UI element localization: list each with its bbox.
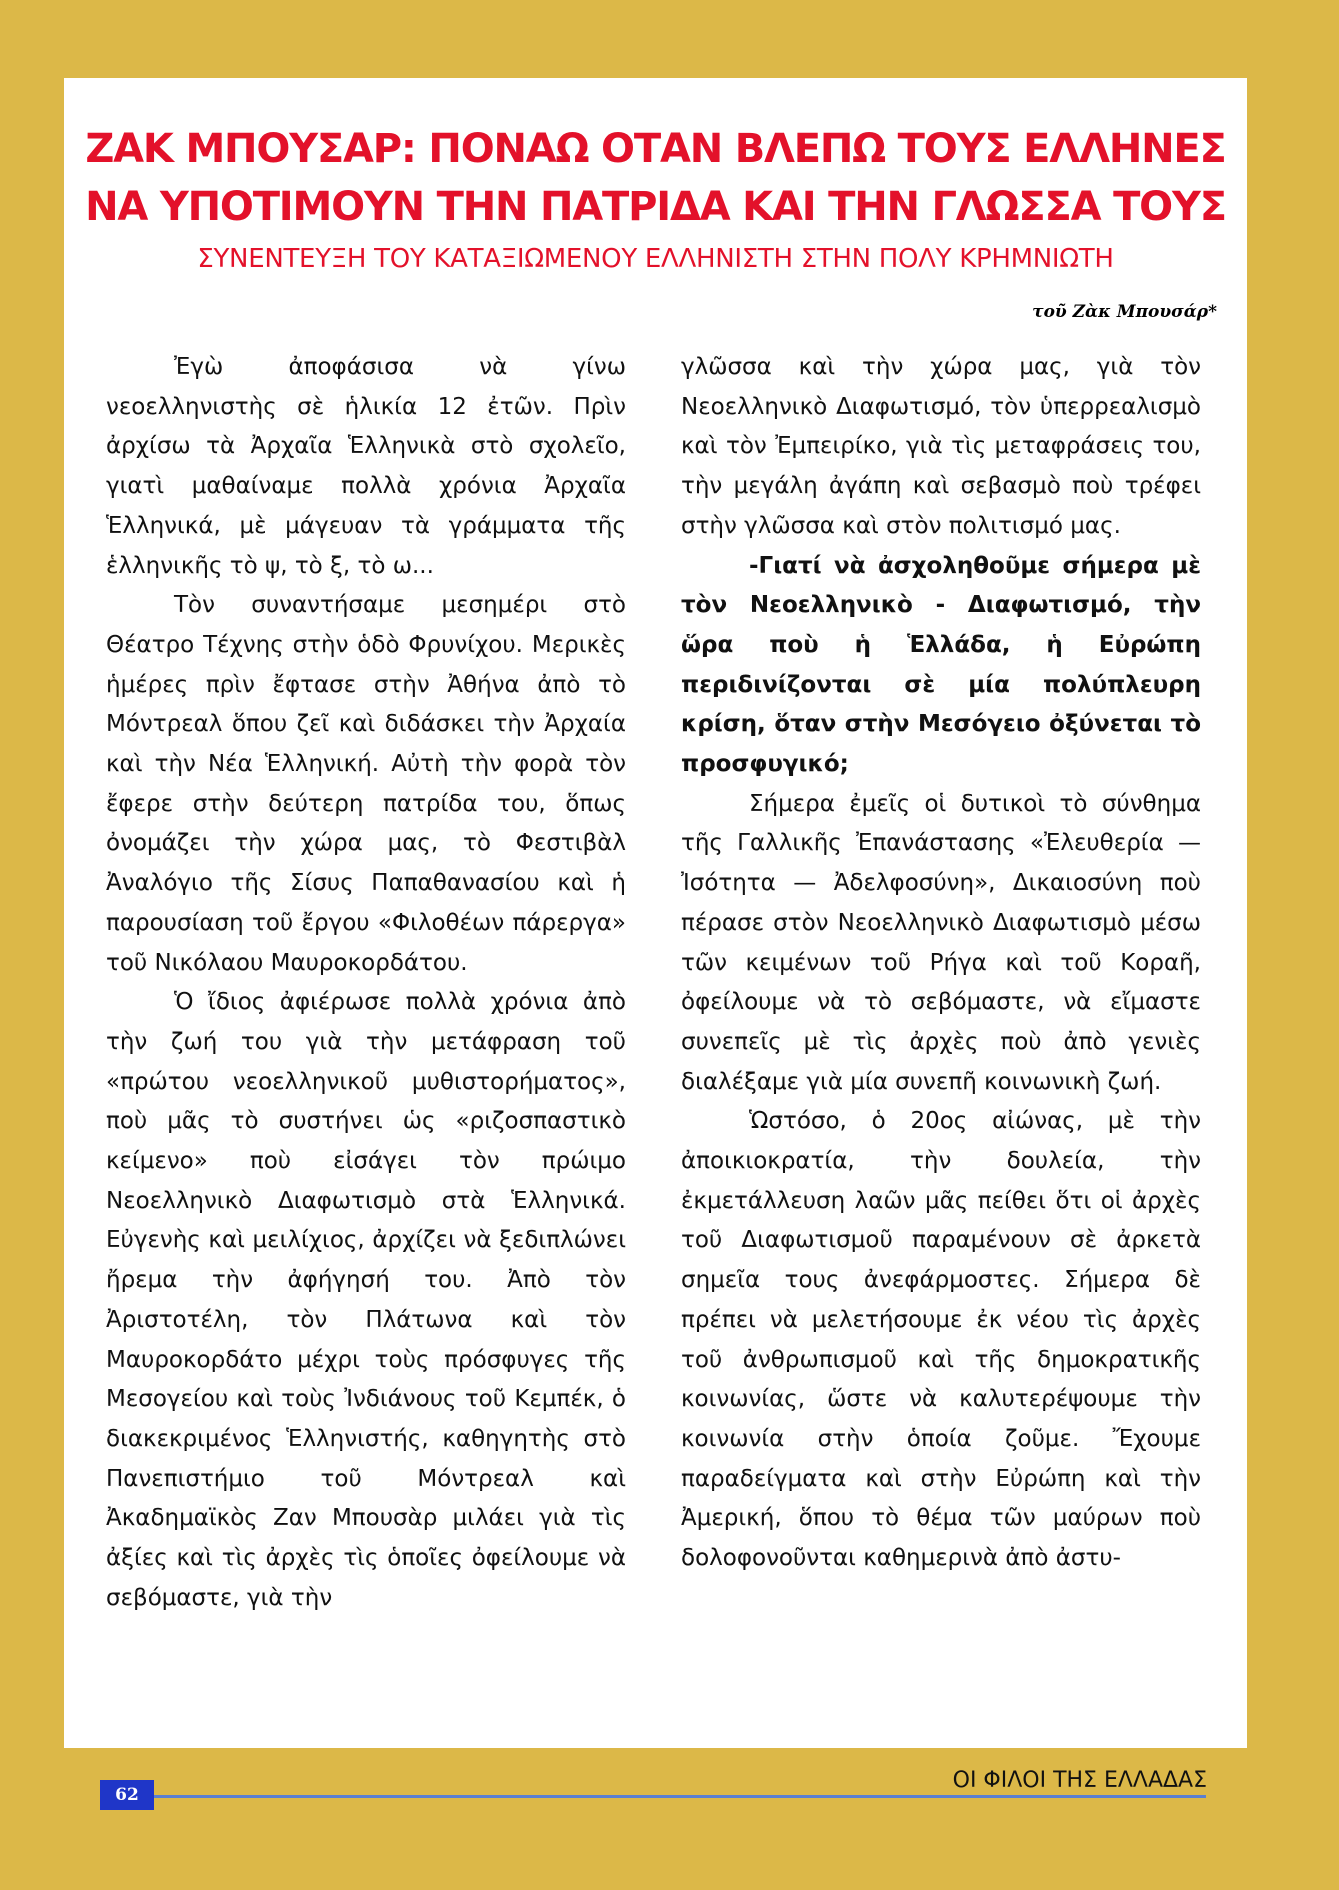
footer-divider — [154, 1795, 1206, 1798]
left-column — [106, 348, 626, 1619]
title-line-2: ΝΑ ΥΠΟΤΙΜΟΥΝ ΤΗΝ ΠΑΤΡΙΔΑ ΚΑΙ ΤΗΝ ΓΛΩΣΣΑ ΤΟΥΣ — [85, 184, 1226, 230]
paragraph: Σήμερα ἐμεῖς οἱ δυτικοὶ τὸ σύνθημα τῆς Γαλλικῆς Ἐπανάστασης «Ἐλευθερία — Ἰσότητα — Ἀδελφοσύνη», Δικαιοσύνη ποὺ πέρασε στὸν Νεοελληνικὸ Διαφωτισμὸ μέσω τῶν κειμένων τοῦ Ρήγα καὶ τοῦ Κοραῆ, ὀφείλουμε νὰ τὸ σεβόμαστε, νὰ εἴμαστε συνεπεῖς μὲ τὶς ἀρχὲς ποὺ ἀπὸ γενιὲς διαλέξαμε γιὰ μία συνεπῆ κοινωνικὴ ζωή. — [681, 790, 1201, 1095]
page-number: 62 — [100, 1780, 154, 1810]
paragraph: Τὸν συναντήσαμε μεσημέρι στὸ Θέατρο Τέχνης στὴν ὁδὸ Φρυνίχου. Μερικὲς ἡμέρες πρὶν ἔφτασε στὴν Ἀθήνα ἀπὸ τὸ Μόντρεαλ ὅπου ζεῖ καὶ διδάσκει τὴν Ἀρχαία καὶ τὴν Νέα Ἑλληνική. Αὐτὴ τὴν φορὰ τὸν ἔφερε στὴν δεύτερη πατρίδα του, ὅπως ὀνομάζει τὴν χώρα μας, τὸ Φεστιβὰλ Ἀναλόγιο τῆς Σίσυς Παπαθανασίου καὶ ἡ παρουσίαση τοῦ ἔργου «Φιλοθέων πάρεργα» τοῦ Νικόλαου Μαυροκορδάτου. — [106, 592, 626, 976]
paragraph: γλῶσσα καὶ τὴν χώρα μας, γιὰ τὸν Νεοελληνικὸ Διαφωτισμό, τὸν ὑπερρεαλισμὸ καὶ τὸν Ἐμπειρίκο, γιὰ τὶς μεταφράσεις του, τὴν μεγάλη ἀγάπη καὶ σεβασμὸ ποὺ τρέφει στὴν γλῶσσα καὶ στὸν πολιτισμό μας. — [681, 354, 1201, 539]
byline: τοῦ Ζὰκ Μπουσάρ* — [1032, 302, 1217, 322]
article-title — [64, 120, 1247, 236]
magazine-name: ΟΙ ΦΙΛΟΙ ΤΗΣ ΕΛΛΑΔΑΣ — [952, 1768, 1207, 1793]
paragraph: Ὁ ἴδιος ἀφιέρωσε πολλὰ χρόνια ἀπὸ τὴν ζωή του γιὰ τὴν μετάφραση τοῦ «πρώτου νεοελληνικοῦ μυθιστορήματος», ποὺ μᾶς τὸ συστήνει ὡς «ριζοσπαστικὸ κείμενο» ποὺ εἰσάγει τὸν πρώιμο Νεοελληνικὸ Διαφωτισμὸ στὰ Ἑλληνικά. Εὐγενὴς καὶ μειλίχιος, ἀρχίζει νὰ ξεδιπλώνει ἤρεμα τὴν ἀφήγησή του. Ἀπὸ τὸν Ἀριστοτέλη, τὸν Πλάτωνα καὶ τὸν Μαυροκορδάτο μέχρι τοὺς πρόσφυγες τῆς Μεσογείου καὶ τοὺς Ἰνδιάνους τοῦ Κεμπέκ, ὁ διακεκριμένος Ἑλληνιστής, καθηγητὴς στὸ Πανεπιστήμιο τοῦ Μόντρεαλ καὶ Ἀκαδημαϊκὸς Ζαν Μπουσὰρ μιλάει γιὰ τὶς ἀξίες καὶ τὶς ἀρχὲς τὶς ὁποῖες ὀφείλουμε νὰ σεβόμαστε, γιὰ τὴν — [106, 989, 626, 1611]
paragraph: Ὡστόσο, ὁ 20ος αἰώνας, μὲ τὴν ἀποικιοκρατία, τὴν δουλεία, τὴν ἐκμετάλλευση λαῶν μᾶς πείθει ὅτι οἱ ἀρχὲς τοῦ Διαφωτισμοῦ παραμένουν σὲ ἀρκετὰ σημεῖα τους ἀνεφάρμοστες. Σήμερα δὲ πρέπει νὰ μελετήσουμε ἐκ νέου τὶς ἀρχὲς τοῦ ἀνθρωπισμοῦ καὶ τῆς δημοκρατικῆς κοινωνίας, ὥστε νὰ καλυτερέψουμε τὴν κοινωνία στὴν ὁποία ζοῦμε. Ἔχουμε παραδείγματα καὶ στὴν Εὐρώπη καὶ τὴν Ἀμερική, ὅπου τὸ θέμα τῶν μαύρων ποὺ δολοφονοῦνται καθημερινὰ ἀπὸ ἀστυ- — [681, 1108, 1201, 1572]
paragraph: Ἐγὼ ἀποφάσισα νὰ γίνω νεοελληνιστὴς σὲ ἡλικία 12 ἐτῶν. Πρὶν ἀρχίσω τὰ Ἀρχαῖα Ἑλληνικὰ στὸ σχολεῖο, γιατὶ μαθαίναμε πολλὰ χρόνια Ἀρχαῖα Ἑλληνικά, μὲ μάγευαν τὰ γράμματα τῆς ἑλληνικῆς τὸ ψ, τὸ ξ, τὸ ω... — [106, 354, 626, 579]
title-line-1: ΖΑΚ ΜΠΟΥΣΑΡ: ΠΟΝΑΩ ΟΤΑΝ ΒΛΕΠΩ ΤΟΥΣ ΕΛΛΗΝΕΣ — [85, 126, 1226, 172]
article-subtitle: ΣΥΝΕΝΤΕΥΞΗ ΤΟΥ ΚΑΤΑΞΙΩΜΕΝΟΥ ΕΛΛΗΝΙΣΤΗ ΣΤΗΝ ΠΟΛΥ ΚΡΗΜΝΙΩΤΗ — [197, 244, 1114, 274]
article-page — [64, 78, 1247, 1748]
right-column — [681, 348, 1201, 1579]
interview-question: -Γιατί νὰ ἀσχοληθοῦμε σήμερα μὲ τὸν Νεοελληνικὸ - Διαφωτισμό, τὴν ὥρα ποὺ ἡ Ἑλλάδα, ἡ Εὐρώπη περιδινίζονται σὲ μία πολύπλευρη κρίση, ὅταν στὴν Μεσόγειο ὀξύνεται τὸ προσφυγικό; — [681, 552, 1201, 778]
